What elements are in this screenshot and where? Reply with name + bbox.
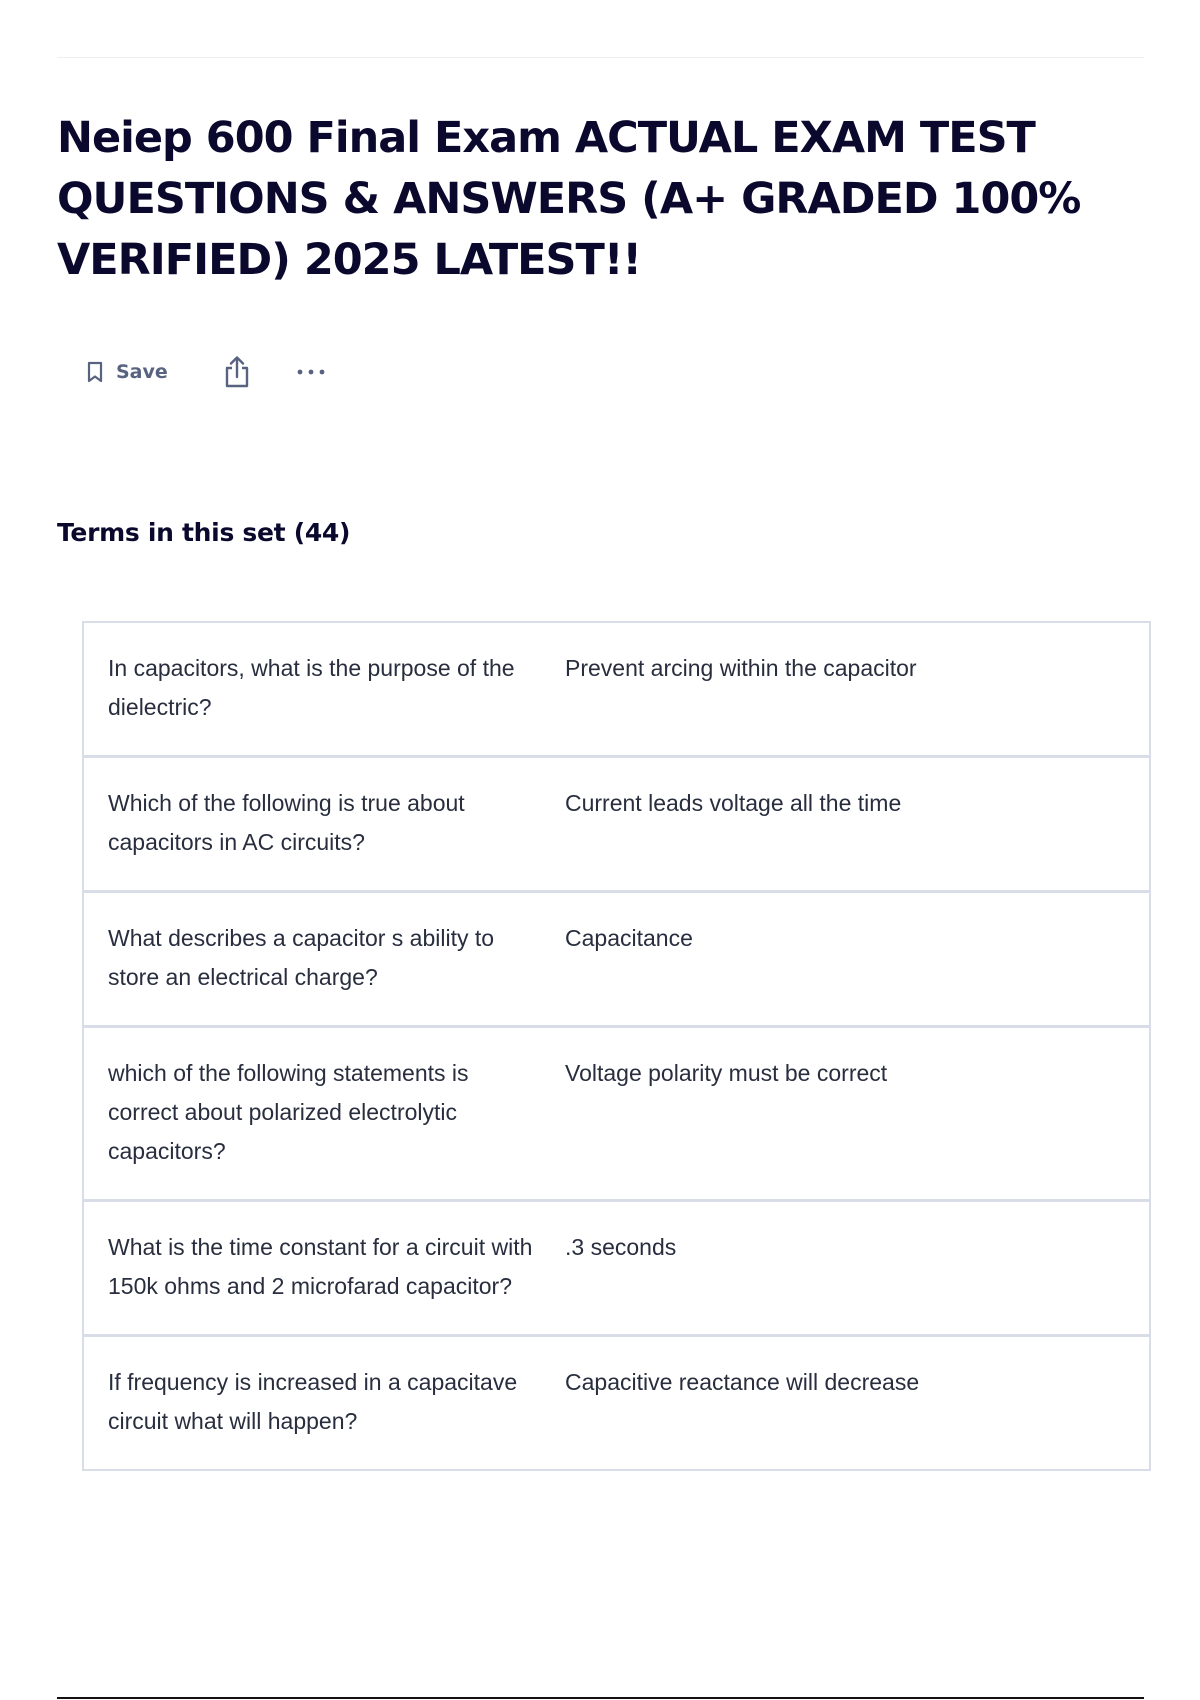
term-row (84, 623, 1149, 755)
definition-text: Capacitance (565, 925, 693, 951)
bookmark-icon (86, 361, 104, 383)
term-text: Which of the following is true about capacitors in AC circuits? (108, 790, 465, 855)
terms-table (82, 621, 1151, 1471)
term-row (84, 1334, 1149, 1469)
definition-text: .3 seconds (565, 1234, 677, 1260)
more-options-button[interactable] (294, 357, 328, 387)
definition-text: Prevent arcing within the capacitor (565, 655, 917, 681)
share-icon (222, 355, 252, 389)
term-text: If frequency is increased in a capacitave circuit what will happen? (108, 1369, 518, 1434)
more-icon (294, 365, 328, 380)
definition-text: Capacitive reactance will decrease (565, 1369, 920, 1395)
term-text: What describes a capacitor s ability to store an electrical charge? (108, 925, 495, 990)
top-divider (57, 57, 1144, 58)
term-row (84, 1199, 1149, 1334)
share-button[interactable] (222, 355, 252, 389)
term-row (84, 755, 1149, 890)
term-text: In capacitors, what is the purpose of the dielectric? (108, 655, 515, 720)
save-button[interactable] (86, 361, 168, 383)
term-text: which of the following statements is correct about polarized electrolytic capacitors? (108, 1060, 469, 1164)
save-button-label: Save (116, 361, 168, 383)
definition-text: Voltage polarity must be correct (565, 1060, 888, 1086)
terms-heading: Terms in this set (44) (57, 518, 351, 547)
term-row (84, 890, 1149, 1025)
definition-text: Current leads voltage all the time (565, 790, 902, 816)
term-text: What is the time constant for a circuit with 150k ohms and 2 microfarad capacitor? (108, 1234, 533, 1299)
term-row (84, 1025, 1149, 1199)
set-toolbar (86, 352, 328, 392)
page-title: Neiep 600 Final Exam ACTUAL EXAM TEST QUESTIONS & ANSWERS (A+ GRADED 100% VERIFIED) 2025 LATEST!! (57, 113, 1081, 285)
bottom-divider (57, 1697, 1144, 1699)
